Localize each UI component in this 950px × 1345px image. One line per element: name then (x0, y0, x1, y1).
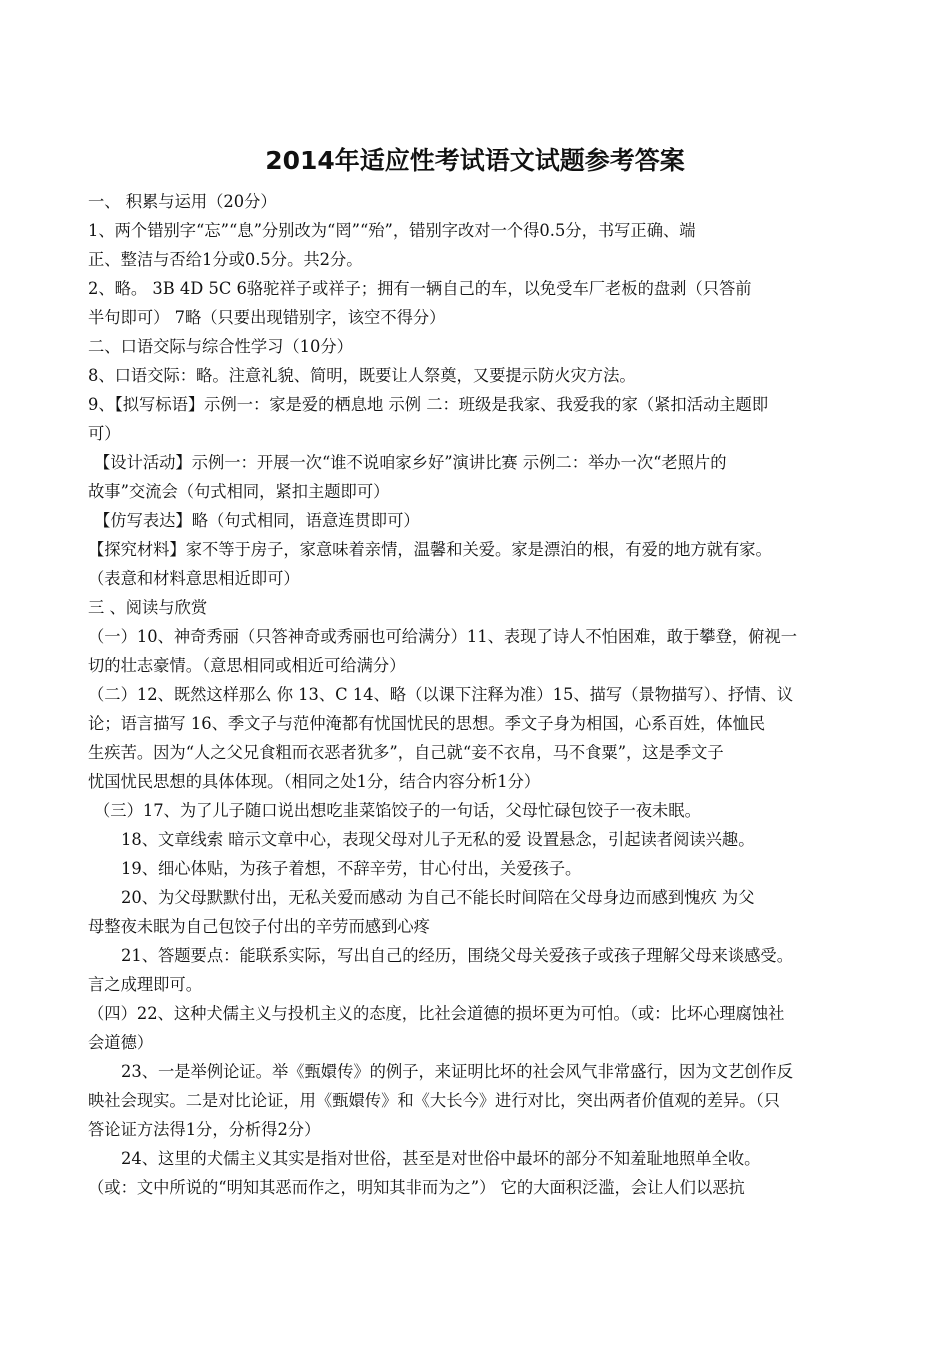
text-line: 21、答题要点：能联系实际，写出自己的经历，围绕父母关爱孩子或孩子理解父母来谈感受。 (121, 946, 793, 965)
text-line: 切的壮志豪情。（意思相同或相近可给满分） (88, 656, 406, 675)
text-line: 9、【拟写标语】示例一：家是爱的栖息地 示例 二：班级是我家、我爱我的家（紧扣活动主题即 (88, 395, 769, 414)
text-line: 【探究材料】家不等于房子，家意味着亲情，温馨和关爱。家是漂泊的根，有爱的地方就有家。 (88, 540, 772, 559)
text-line: 答论证方法得1分，分析得2分） (88, 1120, 321, 1139)
text-line: 20、为父母默默付出，无私关爱而感动 为自己不能长时间陪在父母身边而感到愧疚 为父 (121, 888, 755, 907)
text-line: 1、两个错别字“忘”“息”分别改为“罔”“殆”，错别字改对一个得0.5分，书写正确、端 (88, 221, 696, 240)
text-line: 【仿写表达】略（句式相同，语意连贯即可） (94, 511, 420, 530)
text-line: （或：文中所说的“明知其恶而作之，明知其非而为之”） 它的大面积泛滥，会让人们以恶抗 (88, 1178, 745, 1197)
text-line: 生疾苦。因为“人之父兄食粗而衣恶者犹多”，自己就“妾不衣帛，马不食粟”，这是季文子 (88, 743, 724, 762)
text-line: 故事”交流会（句式相同，紧扣主题即可） (88, 482, 390, 501)
text-line: 论；语言描写 16、季文子与范仲淹都有忧国忧民的思想。季文子身为相国，心系百姓，体恤民 (88, 714, 766, 733)
text-line: 正、整洁与否给1分或0.5分。共2分。 (88, 250, 363, 269)
text-line: 母整夜未眠为自己包饺子付出的辛劳而感到心疼 (88, 917, 430, 936)
text-line: 一、 积累与运用（20分） (88, 192, 277, 211)
text-line: （二）12、既然这样那么 你 13、C 14、略（以课下注释为准）15、描写（景物描写）、抒情、议 (88, 685, 794, 704)
text-line: （四）22、这种犬儒主义与投机主义的态度，比社会道德的损坏更为可怕。（或：比坏心理腐蚀社 (88, 1004, 785, 1023)
text-line: 【设计活动】示例一：开展一次“谁不说咱家乡好”演讲比赛 示例二：举办一次“老照片的 (94, 453, 727, 472)
text-line: （一）10、神奇秀丽（只答神奇或秀丽也可给满分）11、表现了诗人不怕困难，敢于攀登，俯视一 (88, 627, 797, 646)
text-line: 8、口语交际：略。注意礼貌、简明，既要让人祭奠，又要提示防火灾方法。 (88, 366, 636, 385)
text-line: 三 、阅读与欣赏 (88, 598, 208, 617)
document-body (88, 187, 870, 1202)
text-line: 二、口语交际与综合性学习（10分） (88, 337, 353, 356)
text-line: 可） (88, 424, 121, 443)
text-line: 2、略。 3B 4D 5C 6骆驼祥子或祥子；拥有一辆自己的车，以免受车厂老板的盘剥（只答前 (88, 279, 752, 298)
text-line: 会道德） (88, 1033, 154, 1052)
text-line: （表意和材料意思相近即可） (88, 569, 300, 588)
text-line: 18、文章线索 暗示文章中心，表现父母对儿子无私的爱 设置悬念，引起读者阅读兴趣。 (121, 830, 755, 849)
document-title: 2014年适应性考试语文试题参考答案 (265, 146, 685, 175)
text-line: 19、细心体贴，为孩子着想，不辞辛劳，甘心付出，关爱孩子。 (121, 859, 582, 878)
text-line: 映社会现实。二是对比论证，用《甄嬛传》和《大长今》进行对比，突出两者价值观的差异。（只 (88, 1091, 780, 1110)
text-line: 24、这里的犬儒主义其实是指对世俗，甚至是对世俗中最坏的部分不知羞耻地照单全收。 (121, 1149, 761, 1168)
text-line: 言之成理即可。 (88, 975, 202, 994)
text-line: 23、一是举例论证。举《甄嬛传》的例子，来证明比坏的社会风气非常盛行，因为文艺创作反 (121, 1062, 793, 1081)
text-line: （三）17、为了儿子随口说出想吃韭菜馅饺子的一句话，父母忙碌包饺子一夜未眠。 (94, 801, 701, 820)
text-line: 忧国忧民思想的具体体现。（相同之处1分，结合内容分析1分） (88, 772, 541, 791)
text-line: 半句即可） 7略（只要出现错别字，该空不得分） (88, 308, 446, 327)
